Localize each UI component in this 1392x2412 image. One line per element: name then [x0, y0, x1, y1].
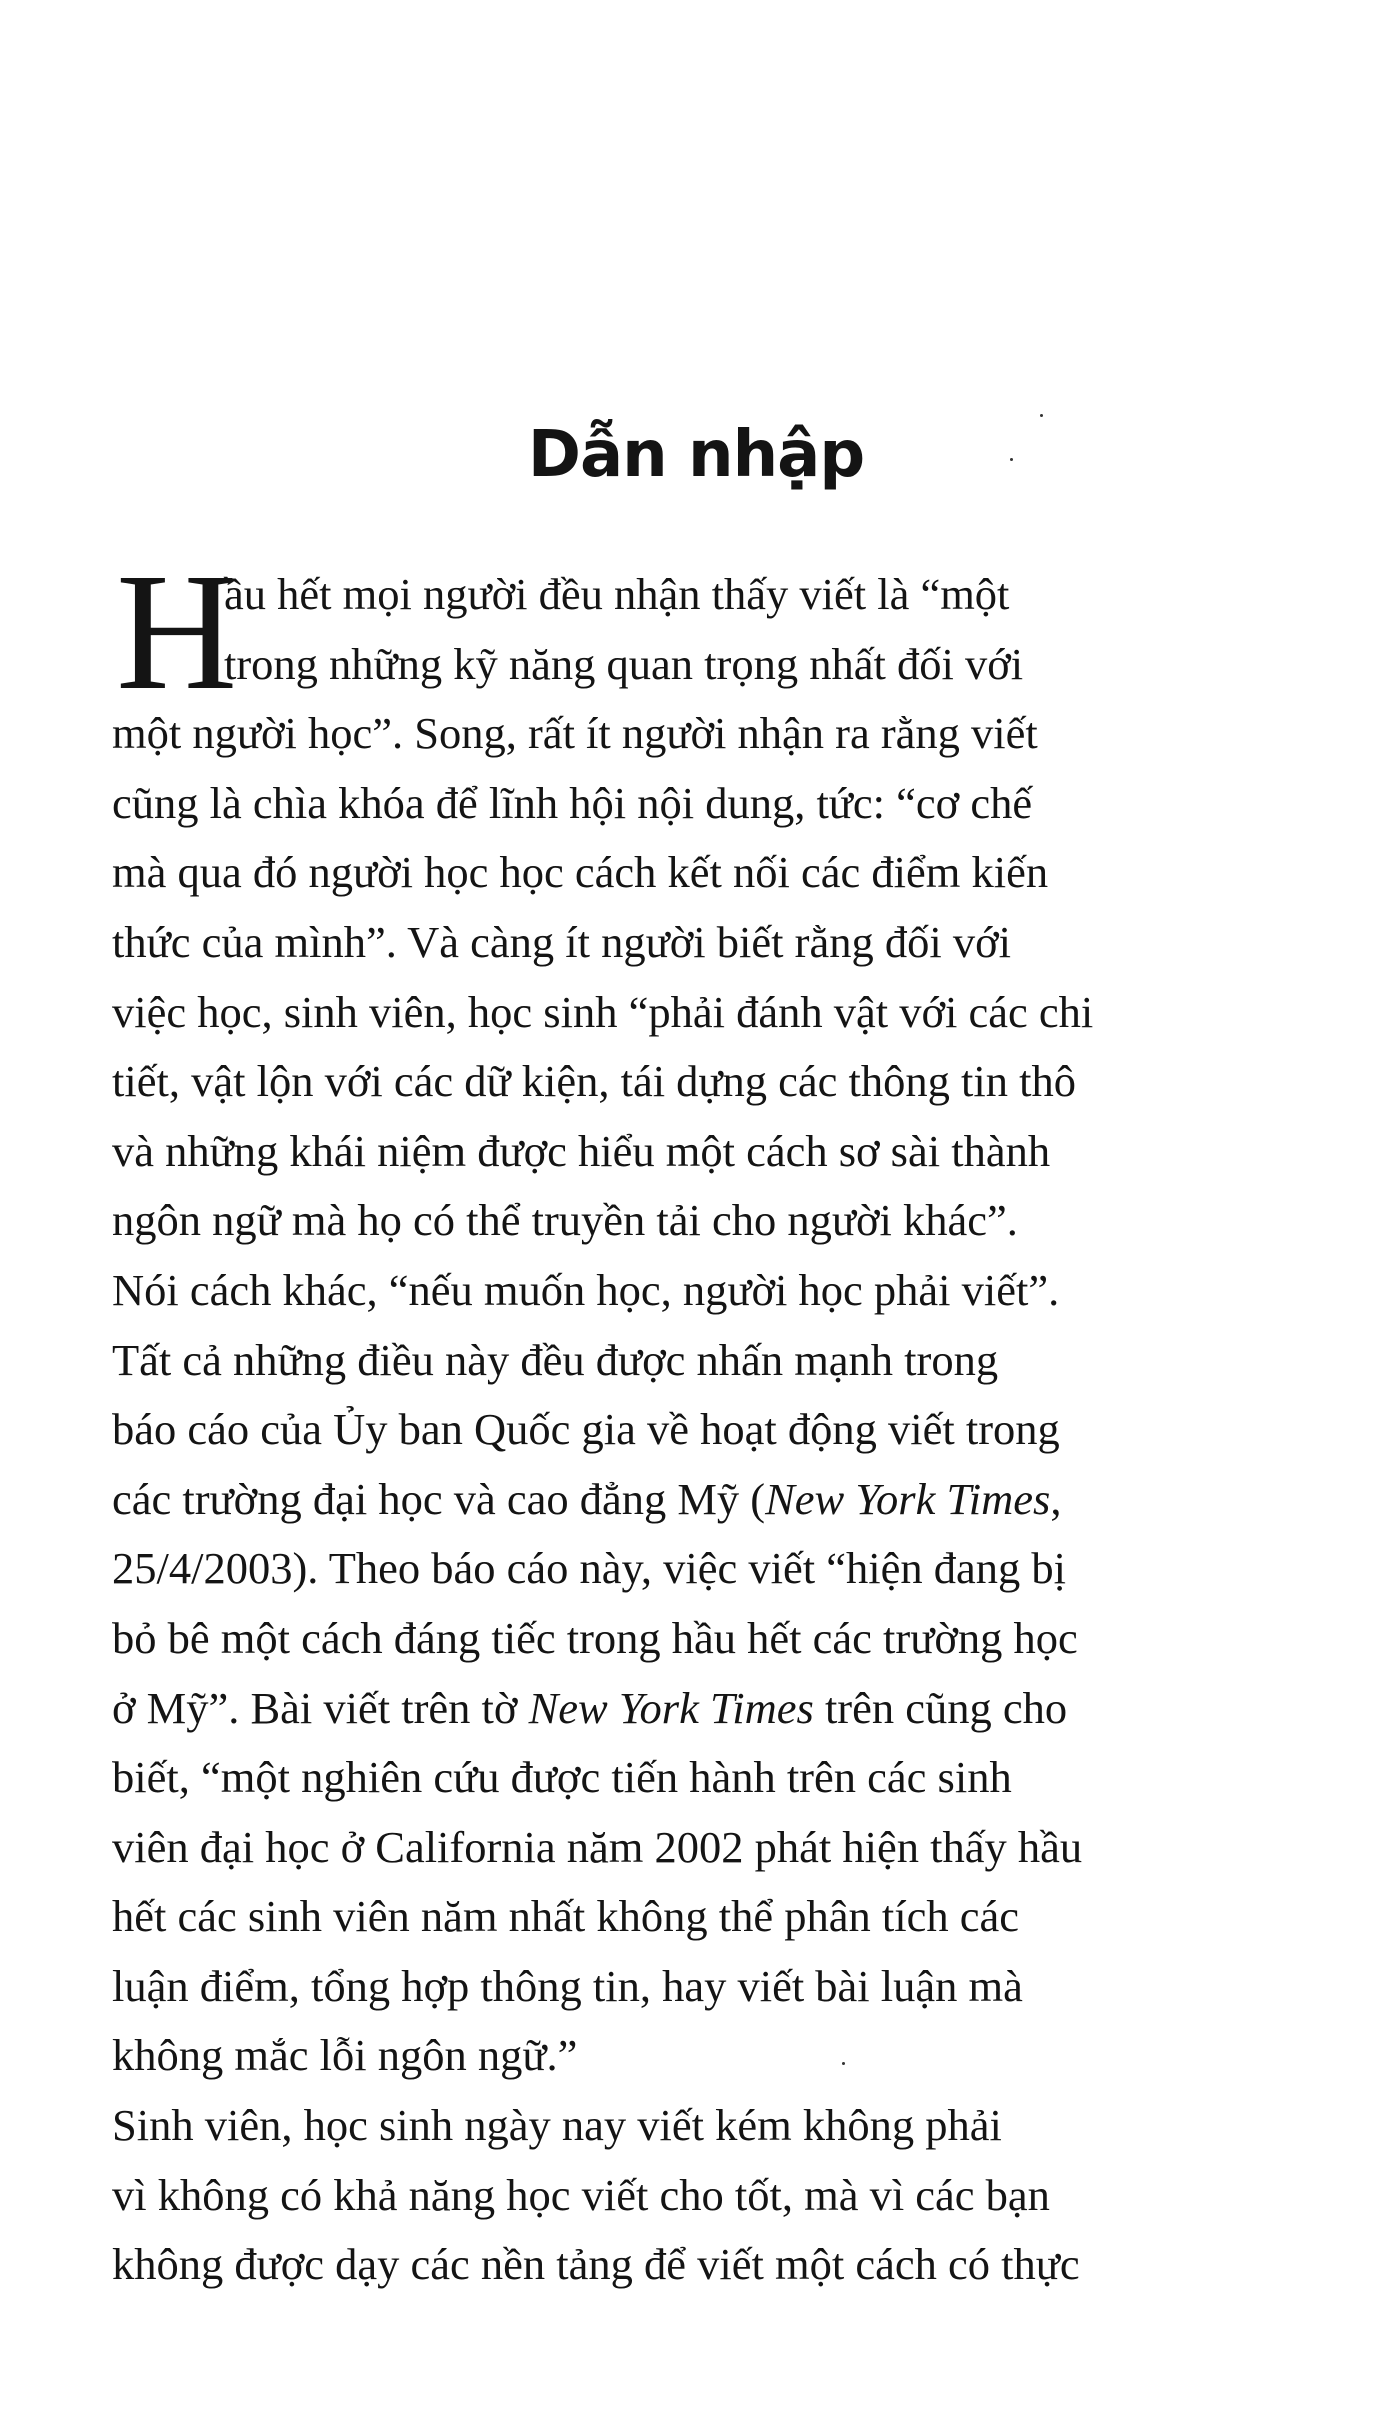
text-line: ngôn ngữ mà họ có thể truyền tải cho người khác”.: [112, 1195, 1018, 1246]
text-line: không được dạy các nền tảng để viết một cách có thực: [112, 2239, 1080, 2290]
paragraph-2: [112, 2091, 1216, 2300]
italic-title: New York Times: [765, 1473, 1051, 1524]
text-line: một người học”. Song, rất ít người nhận ra rằng viết: [112, 708, 1038, 759]
text-line: thức của mình”. Và càng ít người biết rằng đối với: [112, 916, 1011, 967]
text-line: 25/4/2003). Theo báo cáo này, việc viết “hiện đang bị: [112, 1543, 1066, 1594]
text-line: Tất cả những điều này đều được nhấn mạnh trong: [112, 1334, 999, 1385]
text-line: hết các sinh viên năm nhất không thể phân tích các: [112, 1891, 1019, 1942]
text-segment: ,: [1050, 1473, 1062, 1524]
drop-cap: H: [116, 539, 238, 725]
paper-speck: [842, 2062, 845, 2065]
text-line: biết, “một nghiên cứu được tiến hành trên các sinh: [112, 1752, 1012, 1803]
text-line: ầu hết mọi người đều nhận thấy viết là “một: [224, 569, 1010, 619]
text-line: vì không có khả năng học viết cho tốt, mà vì các bạn: [112, 2169, 1050, 2220]
italic-title: New York Times: [528, 1682, 814, 1733]
text-line: báo cáo của Ủy ban Quốc gia về hoạt động viết trong: [112, 1404, 1060, 1455]
text-line: cũng là chìa khóa để lĩnh hội nội dung, tức: “cơ chế: [112, 777, 1033, 828]
paper-speck: [1040, 414, 1043, 417]
text-line: tiết, vật lộn với các dữ kiện, tái dựng các thông tin thô: [112, 1056, 1077, 1107]
text-line: Sinh viên, học sinh ngày nay viết kém không phải: [112, 2100, 1002, 2150]
text-line: bỏ bê một cách đáng tiếc trong hầu hết các trường học: [112, 1612, 1078, 1663]
text-line: mà qua đó người học học cách kết nối các điểm kiến: [112, 847, 1049, 898]
text-line: không mắc lỗi ngôn ngữ.”: [112, 2030, 578, 2081]
text-line: và những khái niệm được hiểu một cách sơ sài thành: [112, 1125, 1051, 1176]
text-line: viên đại học ở California năm 2002 phát hiện thấy hầu: [112, 1821, 1083, 1872]
text-line: luận điểm, tổng hợp thông tin, hay viết bài luận mà: [112, 1960, 1023, 2011]
text-segment: các trường đại học và cao đẳng Mỹ (: [112, 1473, 766, 1524]
paper-speck: [1010, 458, 1013, 461]
text-line-with-italic: [112, 1674, 1216, 1744]
paragraph-1: [112, 539, 1216, 2091]
text-line: trong những kỹ năng quan trọng nhất đối với: [224, 638, 1024, 689]
text-segment: trên cũng cho: [813, 1682, 1068, 1733]
text-line: Nói cách khác, “nếu muốn học, người học phải viết”.: [112, 1264, 1060, 1315]
text-segment: ở Mỹ”. Bài viết trên tờ: [112, 1682, 529, 1733]
chapter-heading: Dẫn nhập: [527, 418, 865, 492]
text-line: việc học, sinh viên, học sinh “phải đánh vật với các chi: [112, 986, 1094, 1037]
text-line-with-italic: [112, 1465, 1216, 1535]
